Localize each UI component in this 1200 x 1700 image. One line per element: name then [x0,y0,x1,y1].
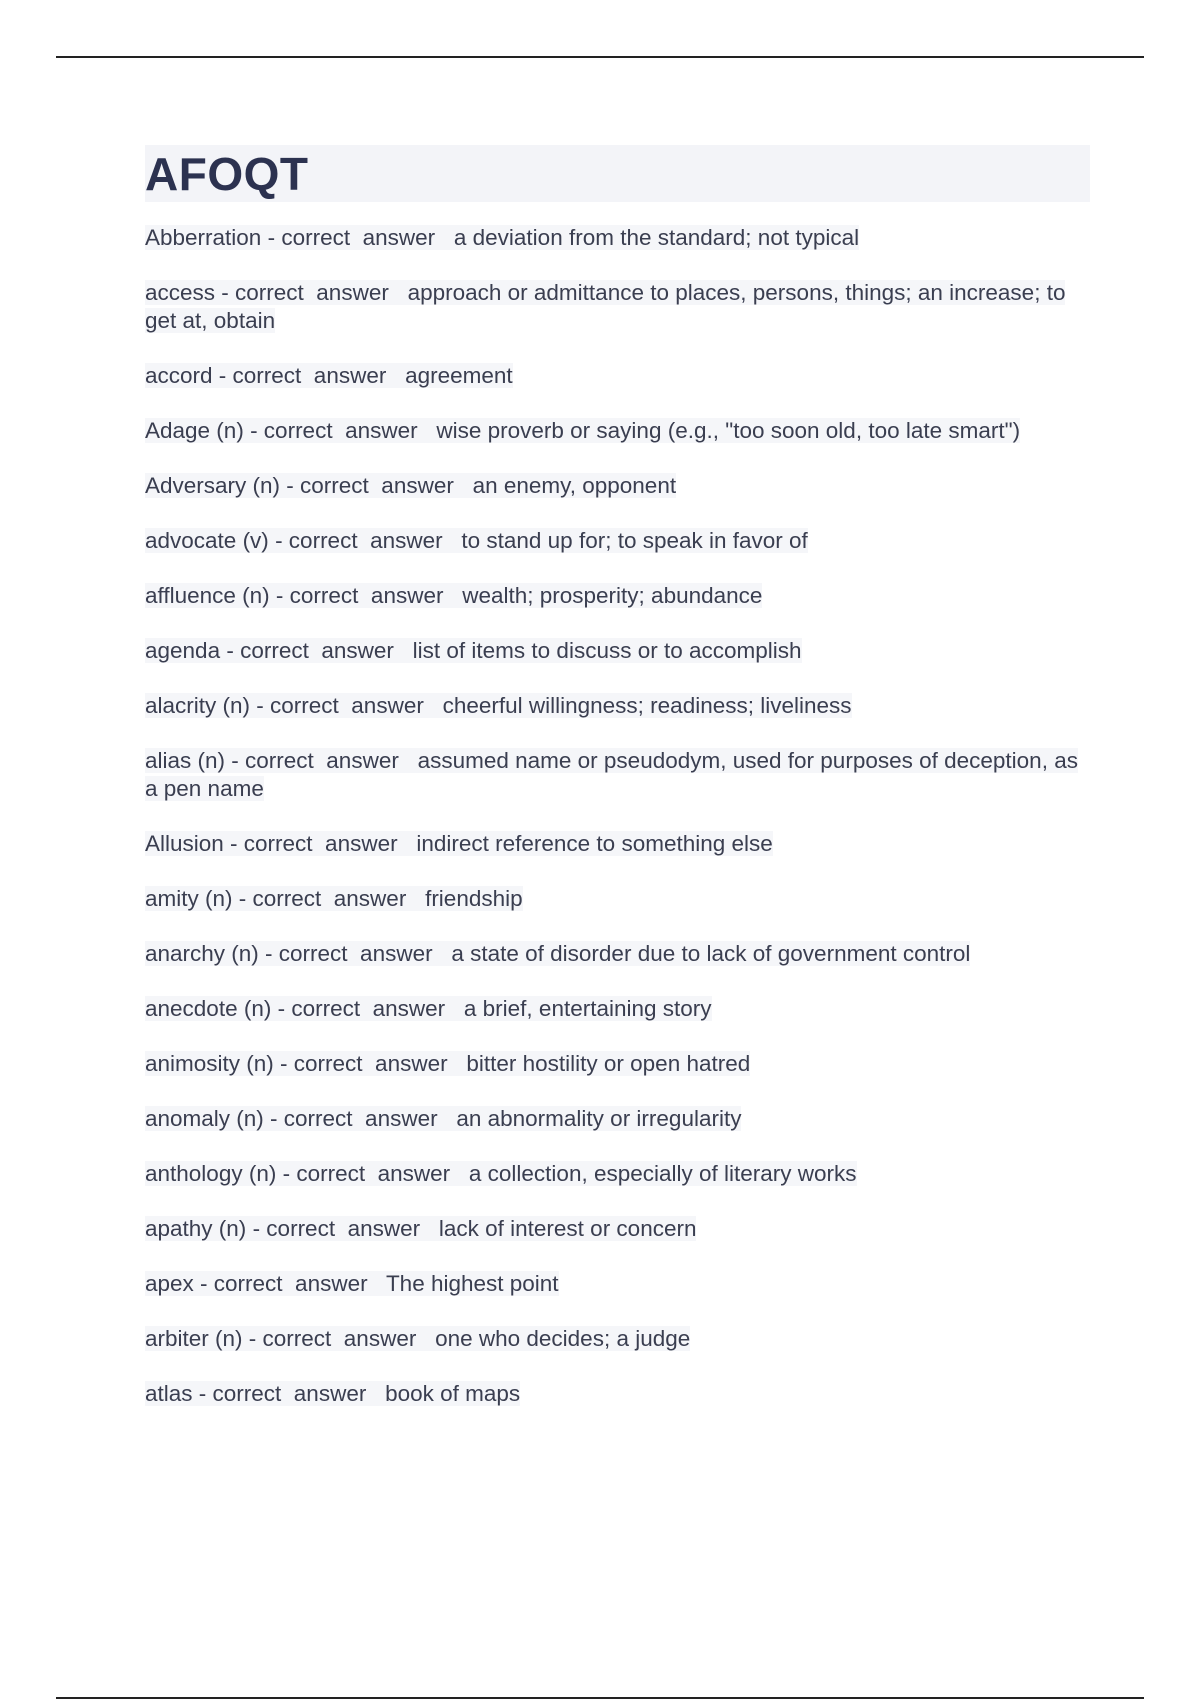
entry-definition: agreement [405,363,513,388]
entry-separator: - correct answer [250,693,443,718]
entry-separator: - correct answer [271,996,464,1021]
bottom-rule [56,1697,1144,1699]
entry-separator: - correct answer [232,886,426,911]
list-item [145,1215,1090,1243]
list-item [145,224,1090,252]
entry-definition: bitter hostility or open hatred [466,1051,751,1076]
list-item [145,1325,1090,1353]
entry-term: affluence (n) [145,583,270,608]
entry-term: anarchy (n) [145,941,259,966]
entry-term: Adage (n) [145,418,244,443]
entry-definition: book of maps [385,1381,521,1406]
entry-term: Abberration [145,225,262,250]
list-item [145,995,1090,1023]
entry-term: Allusion [145,831,224,856]
entry-separator: - correct answer [276,1161,469,1186]
entry-term: Adversary (n) [145,473,281,498]
title-band [145,145,1090,202]
entry-term: arbiter (n) [145,1326,243,1351]
entry-term: accord [145,363,213,388]
list-item [145,747,1090,803]
entry-term: anecdote (n) [145,996,272,1021]
document-body [145,145,1090,1435]
entry-separator: - correct answer [225,748,418,773]
list-item [145,830,1090,858]
entry-separator: - correct answer [280,473,473,498]
entry-term: access [145,280,216,305]
entry-term: anomaly (n) [145,1106,264,1131]
list-item [145,1160,1090,1188]
entry-separator: - correct answer [268,528,462,553]
entry-term: advocate (v) [145,528,269,553]
entry-separator: - correct answer [263,1106,457,1131]
list-item [145,1380,1090,1408]
flashcard-list [145,224,1090,1408]
list-item [145,1050,1090,1078]
list-item [145,582,1090,610]
entry-definition: a state of disorder due to lack of government control [451,941,971,966]
list-item [145,1270,1090,1298]
entry-term: apex [145,1271,194,1296]
list-item [145,1105,1090,1133]
entry-separator: - correct answer [246,1216,439,1241]
entry-separator: - correct answer [258,941,452,966]
entry-separator: - correct answer [269,583,463,608]
entry-definition: list of items to discuss or to accomplish [412,638,802,663]
entry-separator: - correct answer [242,1326,436,1351]
list-item [145,417,1090,445]
entry-definition: indirect reference to something else [416,831,773,856]
list-item [145,472,1090,500]
list-item [145,362,1090,390]
list-item [145,527,1090,555]
top-rule [56,56,1144,58]
entry-term: alias (n) [145,748,226,773]
entry-term: agenda [145,638,221,663]
entry-term: alacrity (n) [145,693,251,718]
entry-term: atlas [145,1381,193,1406]
list-item [145,692,1090,720]
entry-definition: to stand up for; to speak in favor of [461,528,808,553]
entry-term: animosity (n) [145,1051,274,1076]
page-title: AFOQT [145,147,309,200]
entry-definition: an abnormality or irregularity [456,1106,742,1131]
entry-term: anthology (n) [145,1161,277,1186]
list-item [145,637,1090,665]
entry-term: amity (n) [145,886,233,911]
entry-definition: one who decides; a judge [435,1326,691,1351]
entry-separator: - correct answer [243,418,437,443]
entry-separator: - correct answer [273,1051,467,1076]
entry-term: apathy (n) [145,1216,247,1241]
entry-separator: - correct answer [223,831,417,856]
entry-definition: assumed name or pseudodym, used for purposes of deception, as a pen name [145,748,1078,801]
entry-definition: a collection, especially of literary works [468,1161,857,1186]
entry-definition: approach or admittance to places, persons, things; an increase; to get at, obtain [145,280,1066,333]
entry-separator: - correct answer [215,280,408,305]
entry-definition: friendship [425,886,523,911]
entry-separator: - correct answer [192,1381,386,1406]
entry-definition: wise proverb or saying (e.g., "too soon old, too late smart") [436,418,1021,443]
list-item [145,279,1090,335]
entry-definition: The highest point [385,1271,559,1296]
entry-definition: an enemy, opponent [472,473,677,498]
entry-separator: - correct answer [261,225,454,250]
entry-definition: cheerful willingness; readiness; liveliness [442,693,852,718]
entry-definition: a brief, entertaining story [463,996,712,1021]
entry-separator: - correct answer [193,1271,386,1296]
entry-definition: wealth; prosperity; abundance [462,583,763,608]
entry-definition: lack of interest or concern [438,1216,697,1241]
entry-separator: - correct answer [220,638,413,663]
entry-definition: a deviation from the standard; not typical [453,225,860,250]
list-item [145,940,1090,968]
list-item [145,885,1090,913]
entry-separator: - correct answer [212,363,406,388]
